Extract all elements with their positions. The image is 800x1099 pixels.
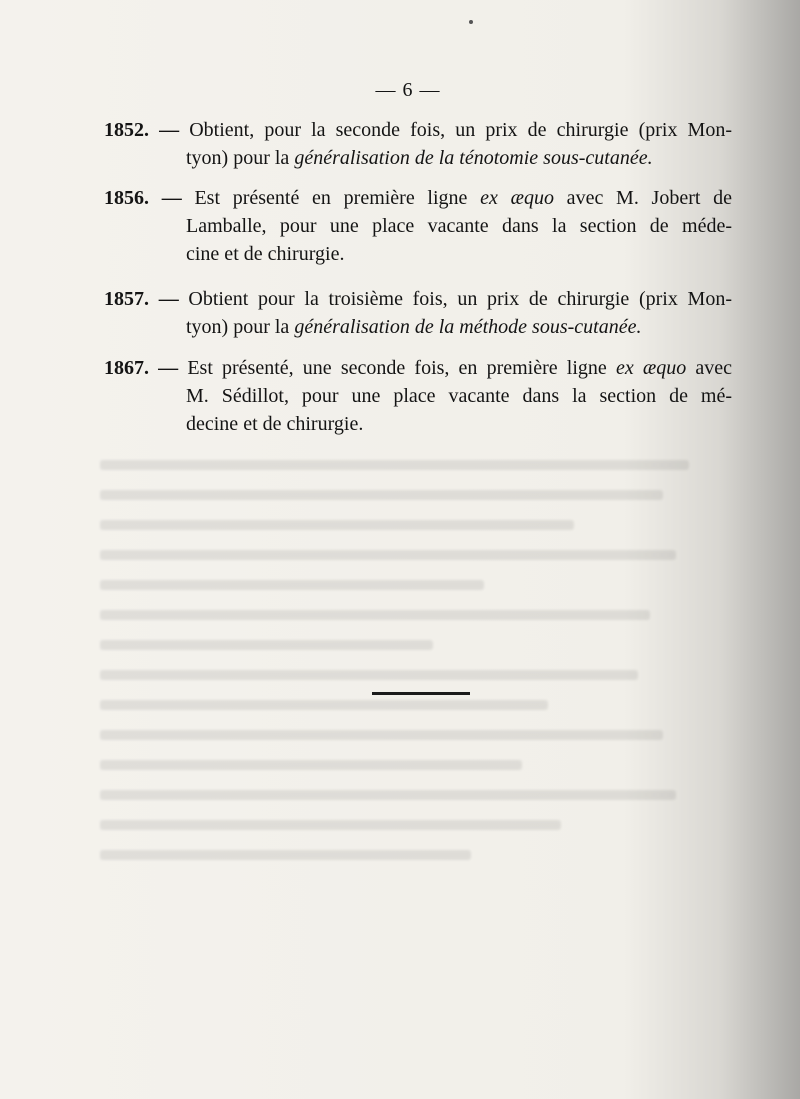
entry-text: avec: [686, 357, 732, 379]
entry-italic-text: ex æquo: [480, 187, 554, 209]
entry-italic-text: ex æquo: [615, 357, 687, 379]
entry-1857: [104, 285, 732, 341]
entry-1852: [104, 116, 732, 172]
entry-first-line: [104, 184, 732, 212]
entry-text: Est présenté, une seconde fois, en première ligne: [187, 357, 616, 379]
entry-dash: —: [161, 187, 182, 209]
entry-1867: [104, 354, 732, 438]
entry-continuation: M. Sédillot, pour une place vacante dans la section de mé-: [186, 385, 732, 407]
entry-year: 1857.: [104, 288, 149, 310]
page-number: — 6 —: [375, 79, 441, 101]
entry-year: 1852.: [104, 119, 149, 141]
entry-first-line: [104, 285, 732, 313]
entry-text: Est présenté en première ligne: [194, 187, 481, 209]
entry-text: avec M. Jobert de: [553, 187, 733, 209]
entry-dash: —: [158, 288, 179, 310]
entry-continuation: decine et de chirurgie.: [186, 413, 364, 435]
entry-text: tyon) pour la: [186, 316, 295, 338]
entry-continuation: [104, 144, 732, 172]
ink-speck: [469, 20, 473, 24]
entry-text: tyon) pour la: [186, 147, 295, 169]
section-divider-rule: [372, 692, 470, 695]
entry-year: 1867.: [104, 357, 149, 379]
entry-continuation: Lamballe, pour une place vacante dans la section de méde-: [186, 215, 732, 237]
entry-dash: —: [158, 357, 179, 379]
entry-continuation: cine et de chirurgie.: [186, 243, 345, 265]
entry-year: 1856.: [104, 187, 149, 209]
entry-dash: —: [159, 119, 180, 141]
entry-italic-text: généralisation de la ténotomie sous-cutanée.: [294, 147, 653, 169]
entry-first-line: [104, 354, 732, 382]
entry-italic-text: généralisation de la méthode sous-cutanée.: [294, 316, 642, 338]
entry-1856: [104, 184, 732, 268]
show-through-bleed: [100, 440, 740, 1020]
entry-first-line: [104, 116, 732, 144]
entry-text: Obtient pour la troisième fois, un prix de chirurgie (prix Mon-: [188, 288, 732, 310]
entry-text: Obtient, pour la seconde fois, un prix de chirurgie (prix Mon-: [189, 119, 732, 141]
entry-continuation: [104, 313, 732, 341]
